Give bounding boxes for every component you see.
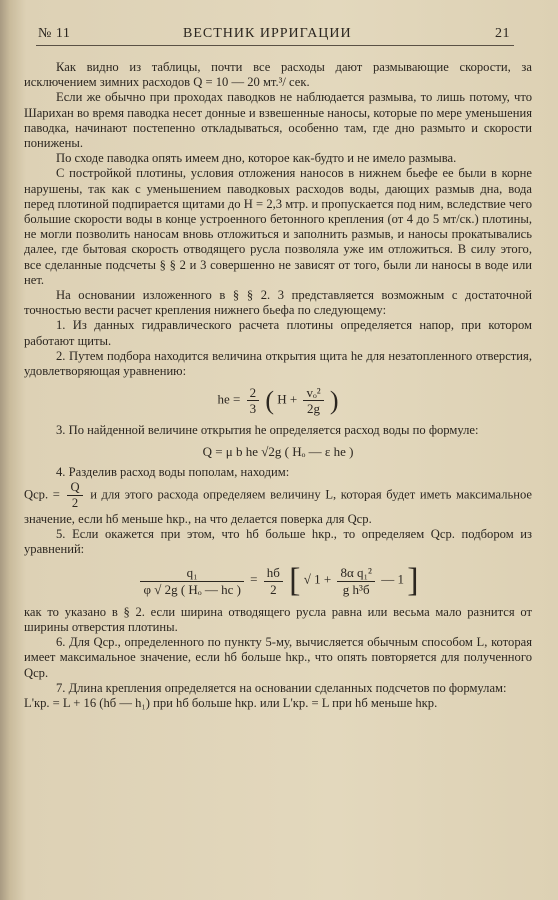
formula-average-discharge bbox=[24, 480, 532, 527]
page-header bbox=[38, 26, 510, 46]
bracket-close: ] bbox=[407, 562, 419, 600]
equals-sign: = bbox=[250, 571, 258, 587]
fraction bbox=[140, 565, 243, 596]
fraction bbox=[247, 385, 260, 416]
bracket-open: [ bbox=[289, 562, 301, 600]
formula-lhs: hе = bbox=[217, 391, 241, 407]
numerator: q₁ bbox=[140, 565, 243, 581]
paragraph: 5. Если окажется при этом, что hб больше hкр., то определяем Qср. подбором из уравнений: bbox=[24, 526, 532, 557]
formula-lhs: Qср. = bbox=[24, 487, 60, 502]
paragraph: 6. Для Qср., определенного по пункту 5-му, вычисляется обычным способом L, которая имеет максимальное значение, если hб больше hкр., что опять повторяется для полученного Qср. bbox=[24, 635, 532, 680]
root-lead: √ 1 + bbox=[303, 571, 332, 587]
paragraph: На основании изложенного в § § 2. 3 представляется возможным с достаточной точностью вести расчет крепления нижнего бьефа по следующему: bbox=[24, 288, 532, 318]
issue-number: № 11 bbox=[38, 26, 71, 41]
formula-inner: H + bbox=[277, 391, 298, 407]
root-tail: — 1 bbox=[381, 571, 404, 587]
numerator: 2 bbox=[247, 385, 260, 401]
paragraph: 4. Разделив расход воды пополам, находим: bbox=[56, 465, 290, 480]
paragraph: 2. Путем подбора находится величина открытия щита hе для незатопленного отверстия, удовлетворяющая уравнению: bbox=[24, 348, 532, 379]
fraction bbox=[67, 480, 82, 511]
header-rule bbox=[36, 45, 514, 46]
numerator: vₒ² bbox=[303, 385, 323, 401]
denominator: g h³б bbox=[342, 581, 370, 597]
formula-opening-height bbox=[24, 385, 532, 416]
journal-title: ВЕСТНИК ИРРИГАЦИИ bbox=[183, 26, 352, 41]
article-body bbox=[24, 60, 532, 711]
denominator: 2g bbox=[307, 401, 321, 417]
numerator: Q bbox=[67, 480, 82, 496]
denominator: 3 bbox=[249, 401, 257, 417]
paragraph: Как видно из таблицы, почти все расходы дают размывающие скорости, за исключением зимних расходов Q = 10 — 20 мт.³/ сек. bbox=[24, 60, 532, 90]
paragraph: как то указано в § 2. если ширина отводящего русла равна или весьма мало разнится от ширины отверстия плотины. bbox=[24, 604, 532, 634]
paragraph-text: и для этого расхода определяем величину L, которая будет иметь максимальное значение, если hб меньше hкр., на что делается поверка для Qср. bbox=[24, 487, 533, 526]
formula-discharge: Q = μ b hе √2g ( Hₒ — ε hе ) bbox=[202, 443, 354, 459]
fraction bbox=[337, 565, 375, 596]
numerator: hб bbox=[264, 565, 283, 581]
denominator: 2 bbox=[71, 496, 79, 511]
denominator: φ √ 2g ( Hₒ — hс ) bbox=[143, 581, 241, 597]
fraction bbox=[303, 385, 323, 416]
formula-hydraulic-jump bbox=[24, 562, 532, 600]
paragraph: 1. Из данных гидравлического расчета плотины определяется напор, при котором работают щиты. bbox=[24, 318, 532, 348]
paragraph: Если же обычно при проходах паводков не наблюдается размыва, то лишь потому, что Шарихан во время паводка несет донные и взвешенные наносы, которые по мере уменьшения паводка, начинают постепенно откладываться, особенно там, где дно размыто и скорости понижены. bbox=[24, 90, 532, 151]
page-number: 21 bbox=[495, 26, 510, 41]
paragraph: 7. Длина крепления определяется на основании сделанных подсчетов по формулам: bbox=[56, 680, 507, 695]
paragraph: По сходе паводка опять имеем дно, которое как-будто и не имело размыва. bbox=[56, 151, 457, 166]
paragraph: С постройкой плотины, условия отложения наносов в нижнем бьефе ее были в корне нарушены, так как с уменьшением паводковых расходов воды, дающих размыв дна, вода перед плотиной подпирается щитами до H = 2,3 мтр. и пропускается под ним, вследствие чего большие скорости воды в конце устроенного бетонного крепления (от 4 до 5 мт/ск.) плотины, не могли позволить наносам вновь отложиться и заполнить размыв, и наносы прокатывались далее, где бытовая скорость отводящего русла позволяла уже им отложиться. В силу этого, все сделанные подсчеты § § 2 и 3 совершенно не зависят от того, были ли наносы в воде или нет. bbox=[24, 166, 532, 287]
fraction bbox=[264, 565, 283, 596]
paren-close: ) bbox=[329, 386, 339, 416]
numerator: 8α q₁² bbox=[337, 565, 375, 581]
formula-length: L'кр. = L + 16 (hб — h₁) при hб больше hкр. или L'кр. = L при hб меньше hкр. bbox=[24, 695, 438, 710]
paren-open: ( bbox=[265, 386, 274, 416]
denominator: 2 bbox=[270, 581, 277, 597]
paragraph: 3. По найденной величине открытия hе определяется расход воды по формуле: bbox=[56, 422, 479, 437]
